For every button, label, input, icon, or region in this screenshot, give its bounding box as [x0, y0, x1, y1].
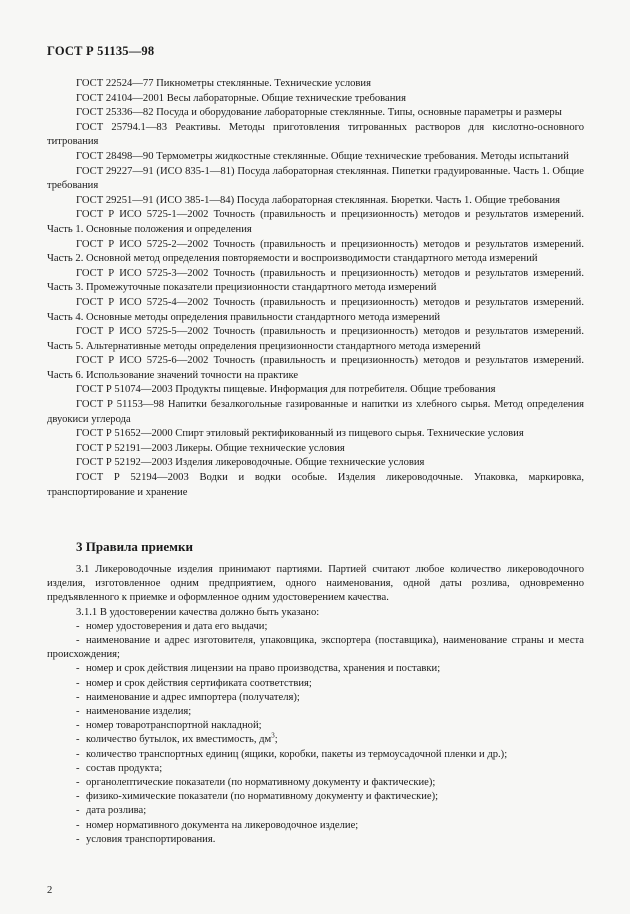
dash-bullet: -	[76, 663, 80, 675]
section-title: 3 Правила приемки	[76, 539, 193, 554]
reference-item: ГОСТ Р ИСО 5725-6—2002 Точность (правильность и прецизионность) методов и результатов измерений. Часть 6. Использование значений точности на практике	[47, 355, 584, 381]
list-item	[47, 776, 584, 790]
reference-item: ГОСТ Р 51153—98 Напитки безалкогольные газированные и напитки из хлебного сырья. Метод определения двуокиси углерода	[47, 399, 584, 425]
list-item-text: номер товаротранспортной накладной;	[86, 720, 262, 732]
dash-bullet: -	[76, 762, 80, 774]
paragraph-3-1-1: 3.1.1 В удостоверении качества должно быть указано:	[76, 606, 320, 618]
list-item-suffix: ;	[274, 734, 278, 746]
list-item	[47, 748, 584, 762]
reference-item: ГОСТ 25794.1—83 Реактивы. Методы приготовления титрованных растворов для кислотно-основного титрования	[47, 121, 584, 148]
list-item	[47, 819, 584, 833]
list-item-text: наименование изделия;	[86, 706, 192, 718]
list-item	[47, 620, 584, 634]
reference-item: ГОСТ Р 51074—2003 Продукты пищевые. Информация для потребителя. Общие требования	[76, 384, 496, 396]
list-item	[47, 677, 584, 691]
list-item	[47, 705, 584, 719]
dash-bullet: -	[76, 677, 80, 689]
dash-bullet: -	[76, 833, 80, 845]
reference-item: ГОСТ Р ИСО 5725-2—2002 Точность (правильность и прецизионность) методов и результатов измерений. Часть 2. Основной метод определения повторяемости и воспроизводимости стандартного метода измерений	[47, 238, 584, 265]
dash-bullet: -	[76, 720, 80, 732]
reference-item: ГОСТ Р 52192—2003 Изделия ликероводочные. Общие технические условия	[76, 457, 425, 469]
list-item-text: органолептические показатели (по нормативному документу и фактические);	[86, 777, 436, 789]
reference-item: ГОСТ Р ИСО 5725-1—2002 Точность (правильность и прецизионность) методов и результатов измерений. Часть 1. Основные положения и определения	[47, 209, 584, 235]
list-item-text: наименование и адрес изготовителя, упаковщика, экспортера (поставщика), наименование страны и места происхождения;	[47, 635, 584, 661]
reference-item: ГОСТ 24104—2001 Весы лабораторные. Общие технические требования	[76, 92, 406, 104]
dash-bullet: -	[76, 805, 80, 817]
dash-bullet: -	[76, 706, 80, 718]
list-item-text: номер нормативного документа на ликероводочное изделие;	[86, 819, 359, 831]
reference-item: ГОСТ Р ИСО 5725-5—2002 Точность (правильность и прецизионность) методов и результатов измерений. Часть 5. Альтернативные методы определения прецизионности стандартного метода измерений	[47, 326, 584, 352]
dash-bullet: -	[76, 635, 80, 647]
list-item-text: номер и срок действия сертификата соответствия;	[86, 677, 312, 689]
reference-item: ГОСТ Р 52191—2003 Ликеры. Общие технические условия	[76, 442, 345, 454]
list-item	[47, 804, 584, 818]
list-item	[47, 691, 584, 705]
reference-item: ГОСТ Р ИСО 5725-4—2002 Точность (правильность и прецизионность) методов и результатов измерений. Часть 4. Основные методы определения правильности стандартного метода измерений	[47, 296, 584, 323]
dash-bullet: -	[76, 791, 80, 803]
dash-bullet: -	[76, 620, 80, 632]
reference-item: ГОСТ 29227—91 (ИСО 835-1—81) Посуда лабораторная стеклянная. Пипетки градуированные. Часть 1. Общие требования	[47, 165, 584, 192]
list-item	[47, 662, 584, 676]
dash-bullet: -	[76, 691, 80, 703]
list-item	[47, 733, 584, 747]
list-item-text: количество бутылок, их вместимость, дм	[86, 734, 272, 746]
list-item	[47, 634, 584, 662]
list-item	[47, 762, 584, 776]
list-item-text: номер и срок действия лицензии на право производства, хранения и поставки;	[86, 663, 441, 675]
reference-item: ГОСТ Р ИСО 5725-3—2002 Точность (правильность и прецизионность) методов и результатов измерений. Часть 3. Промежуточные показатели прецизионности стандартного метода измерений	[47, 267, 584, 294]
list-item-text: состав продукта;	[86, 762, 163, 774]
list-item-text: условия транспортирования.	[86, 833, 216, 845]
list-item	[47, 833, 584, 847]
dash-bullet: -	[76, 819, 80, 831]
reference-item: ГОСТ 29251—91 (ИСО 385-1—84) Посуда лабораторная стеклянная. Бюретки. Часть 1. Общие требования	[76, 194, 561, 206]
list-item-text: номер удостоверения и дата его выдачи;	[86, 620, 268, 632]
list-item-text: количество транспортных единиц (ящики, коробки, пакеты из термоусадочной пленки и др.);	[86, 748, 508, 760]
page-header: ГОСТ Р 51135—98	[47, 44, 155, 58]
paragraph-3-1: 3.1 Ликероводочные изделия принимают партиями. Партией считают любое количество ликероводочного изделия, изготовленное одним предприятием, одного наименования, одной даты розлива, одновременно предъявленного к приемке и оформленное одним удостоверением качества.	[47, 564, 584, 604]
dash-bullet: -	[76, 777, 80, 789]
dash-bullet: -	[76, 748, 80, 760]
list-item-text: наименование и адрес импортера (получателя);	[86, 691, 300, 703]
requirements-list	[47, 620, 584, 847]
reference-item: ГОСТ Р 52194—2003 Водки и водки особые. Изделия ликероводочные. Упаковка, маркировка, транспортирование и хранение	[47, 472, 584, 498]
list-item	[47, 719, 584, 733]
reference-item: ГОСТ 22524—77 Пикнометры стеклянные. Технические условия	[76, 78, 371, 89]
list-item-text: физико-химические показатели (по нормативному документу и фактические);	[86, 791, 439, 803]
dash-bullet: -	[76, 734, 80, 746]
reference-item: ГОСТ 25336—82 Посуда и оборудование лабораторные стеклянные. Типы, основные параметры и размеры	[76, 107, 562, 119]
page-number: 2	[47, 885, 53, 896]
section-body	[47, 563, 584, 847]
reference-list	[47, 77, 584, 500]
list-item-text: дата розлива;	[86, 805, 147, 817]
list-item	[47, 790, 584, 804]
reference-item: ГОСТ 28498—90 Термометры жидкостные стеклянные. Общие технические требования. Методы испытаний	[76, 150, 569, 162]
superscript-3: 3	[271, 731, 275, 740]
reference-item: ГОСТ Р 51652—2000 Спирт этиловый ректификованный из пищевого сырья. Технические условия	[76, 428, 524, 440]
